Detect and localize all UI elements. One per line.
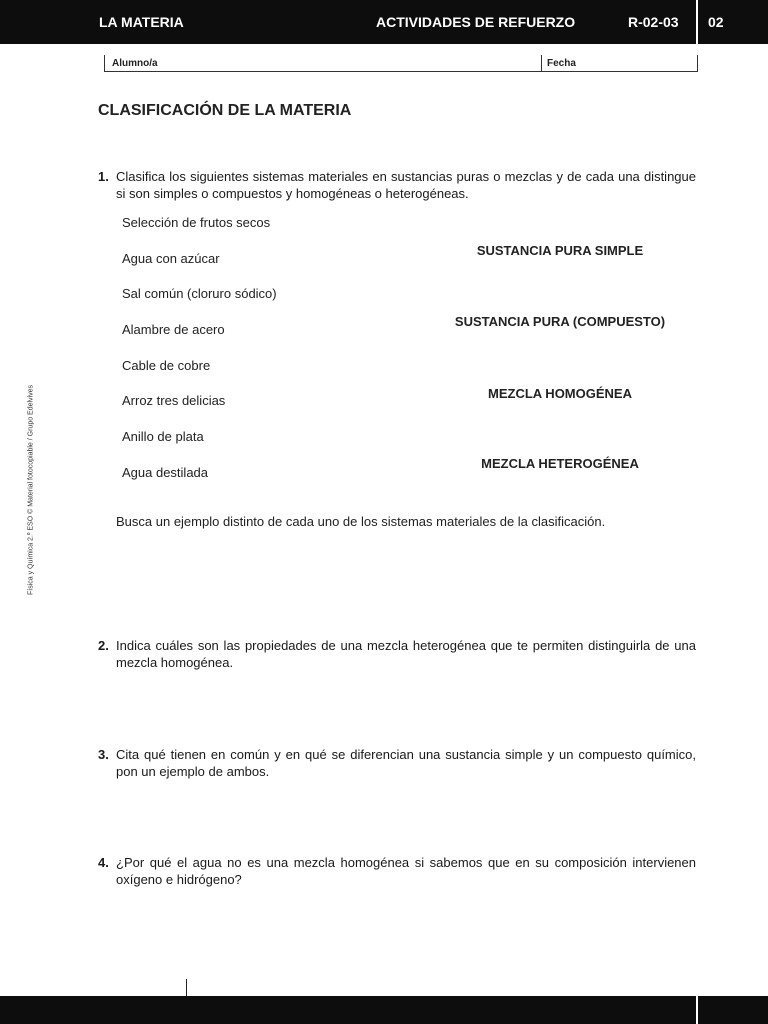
date-field[interactable] [579,55,695,71]
material-item: Alambre de acero [122,322,225,337]
question-text: Cita qué tienen en común y en qué se diferencian una sustancia simple y un compuesto químico, pon un ejemplo de ambos. [116,747,696,779]
field-separator [541,55,542,71]
material-item: Agua con azúcar [122,251,220,266]
material-item: Selección de frutos secos [122,215,271,230]
material-item: Anillo de plata [122,429,204,444]
field-separator [104,55,105,71]
material-item: Sal común (cloruro sódico) [122,286,277,301]
extra-instruction: Busca un ejemplo distinto de cada uno de los sistemas materiales de la clasificación. [116,514,606,529]
header-divider [696,0,698,44]
student-name-label: Alumno/a [112,58,158,69]
category-label: SUSTANCIA PURA (COMPUESTO) [454,314,666,329]
footer-tick [186,979,187,996]
question-3 [98,746,696,780]
question-number: 2. [98,638,109,653]
worksheet-code: R-02-03 [628,14,679,30]
question-4 [98,854,696,888]
question-number: 1. [98,169,109,184]
category-label: MEZCLA HOMOGÉNEA [488,386,632,401]
material-item: Cable de cobre [122,358,211,373]
field-separator [697,55,698,71]
subject-title: LA MATERIA [99,14,184,30]
footer-bar [0,996,768,1024]
question-number: 3. [98,747,109,762]
material-item: Agua destilada [122,465,209,480]
page-title: CLASIFICACIÓN DE LA MATERIA [98,102,352,119]
activity-label: ACTIVIDADES DE REFUERZO [376,14,576,30]
footer-divider [696,996,698,1024]
question-number: 4. [98,855,109,870]
page-number: 02 [708,14,724,30]
student-name-field[interactable] [182,55,540,71]
side-caption: Física y Química 2.º ESO © Material fotocopiable / Grupo Edelvives [27,384,35,596]
category-label: MEZCLA HETEROGÉNEA [481,456,639,471]
material-item: Arroz tres delicias [122,393,226,408]
question-text: Indica cuáles son las propiedades de una mezcla heterogénea que te permiten distinguirla de una mezcla homogénea. [116,638,696,670]
category-label: SUSTANCIA PURA SIMPLE [476,243,644,258]
header-bar [0,0,768,44]
question-text: Clasifica los siguientes sistemas materiales en sustancias puras o mezclas y de cada una distingue si son simples o compuestos y homogéneas o heterogéneas. [116,169,696,201]
question-2 [98,637,696,671]
student-info-row [104,55,698,72]
date-label: Fecha [547,58,576,69]
question-1 [98,168,696,202]
question-text: ¿Por qué el agua no es una mezcla homogénea si sabemos que en su composición intervienen oxígeno e hidrógeno? [116,855,696,887]
